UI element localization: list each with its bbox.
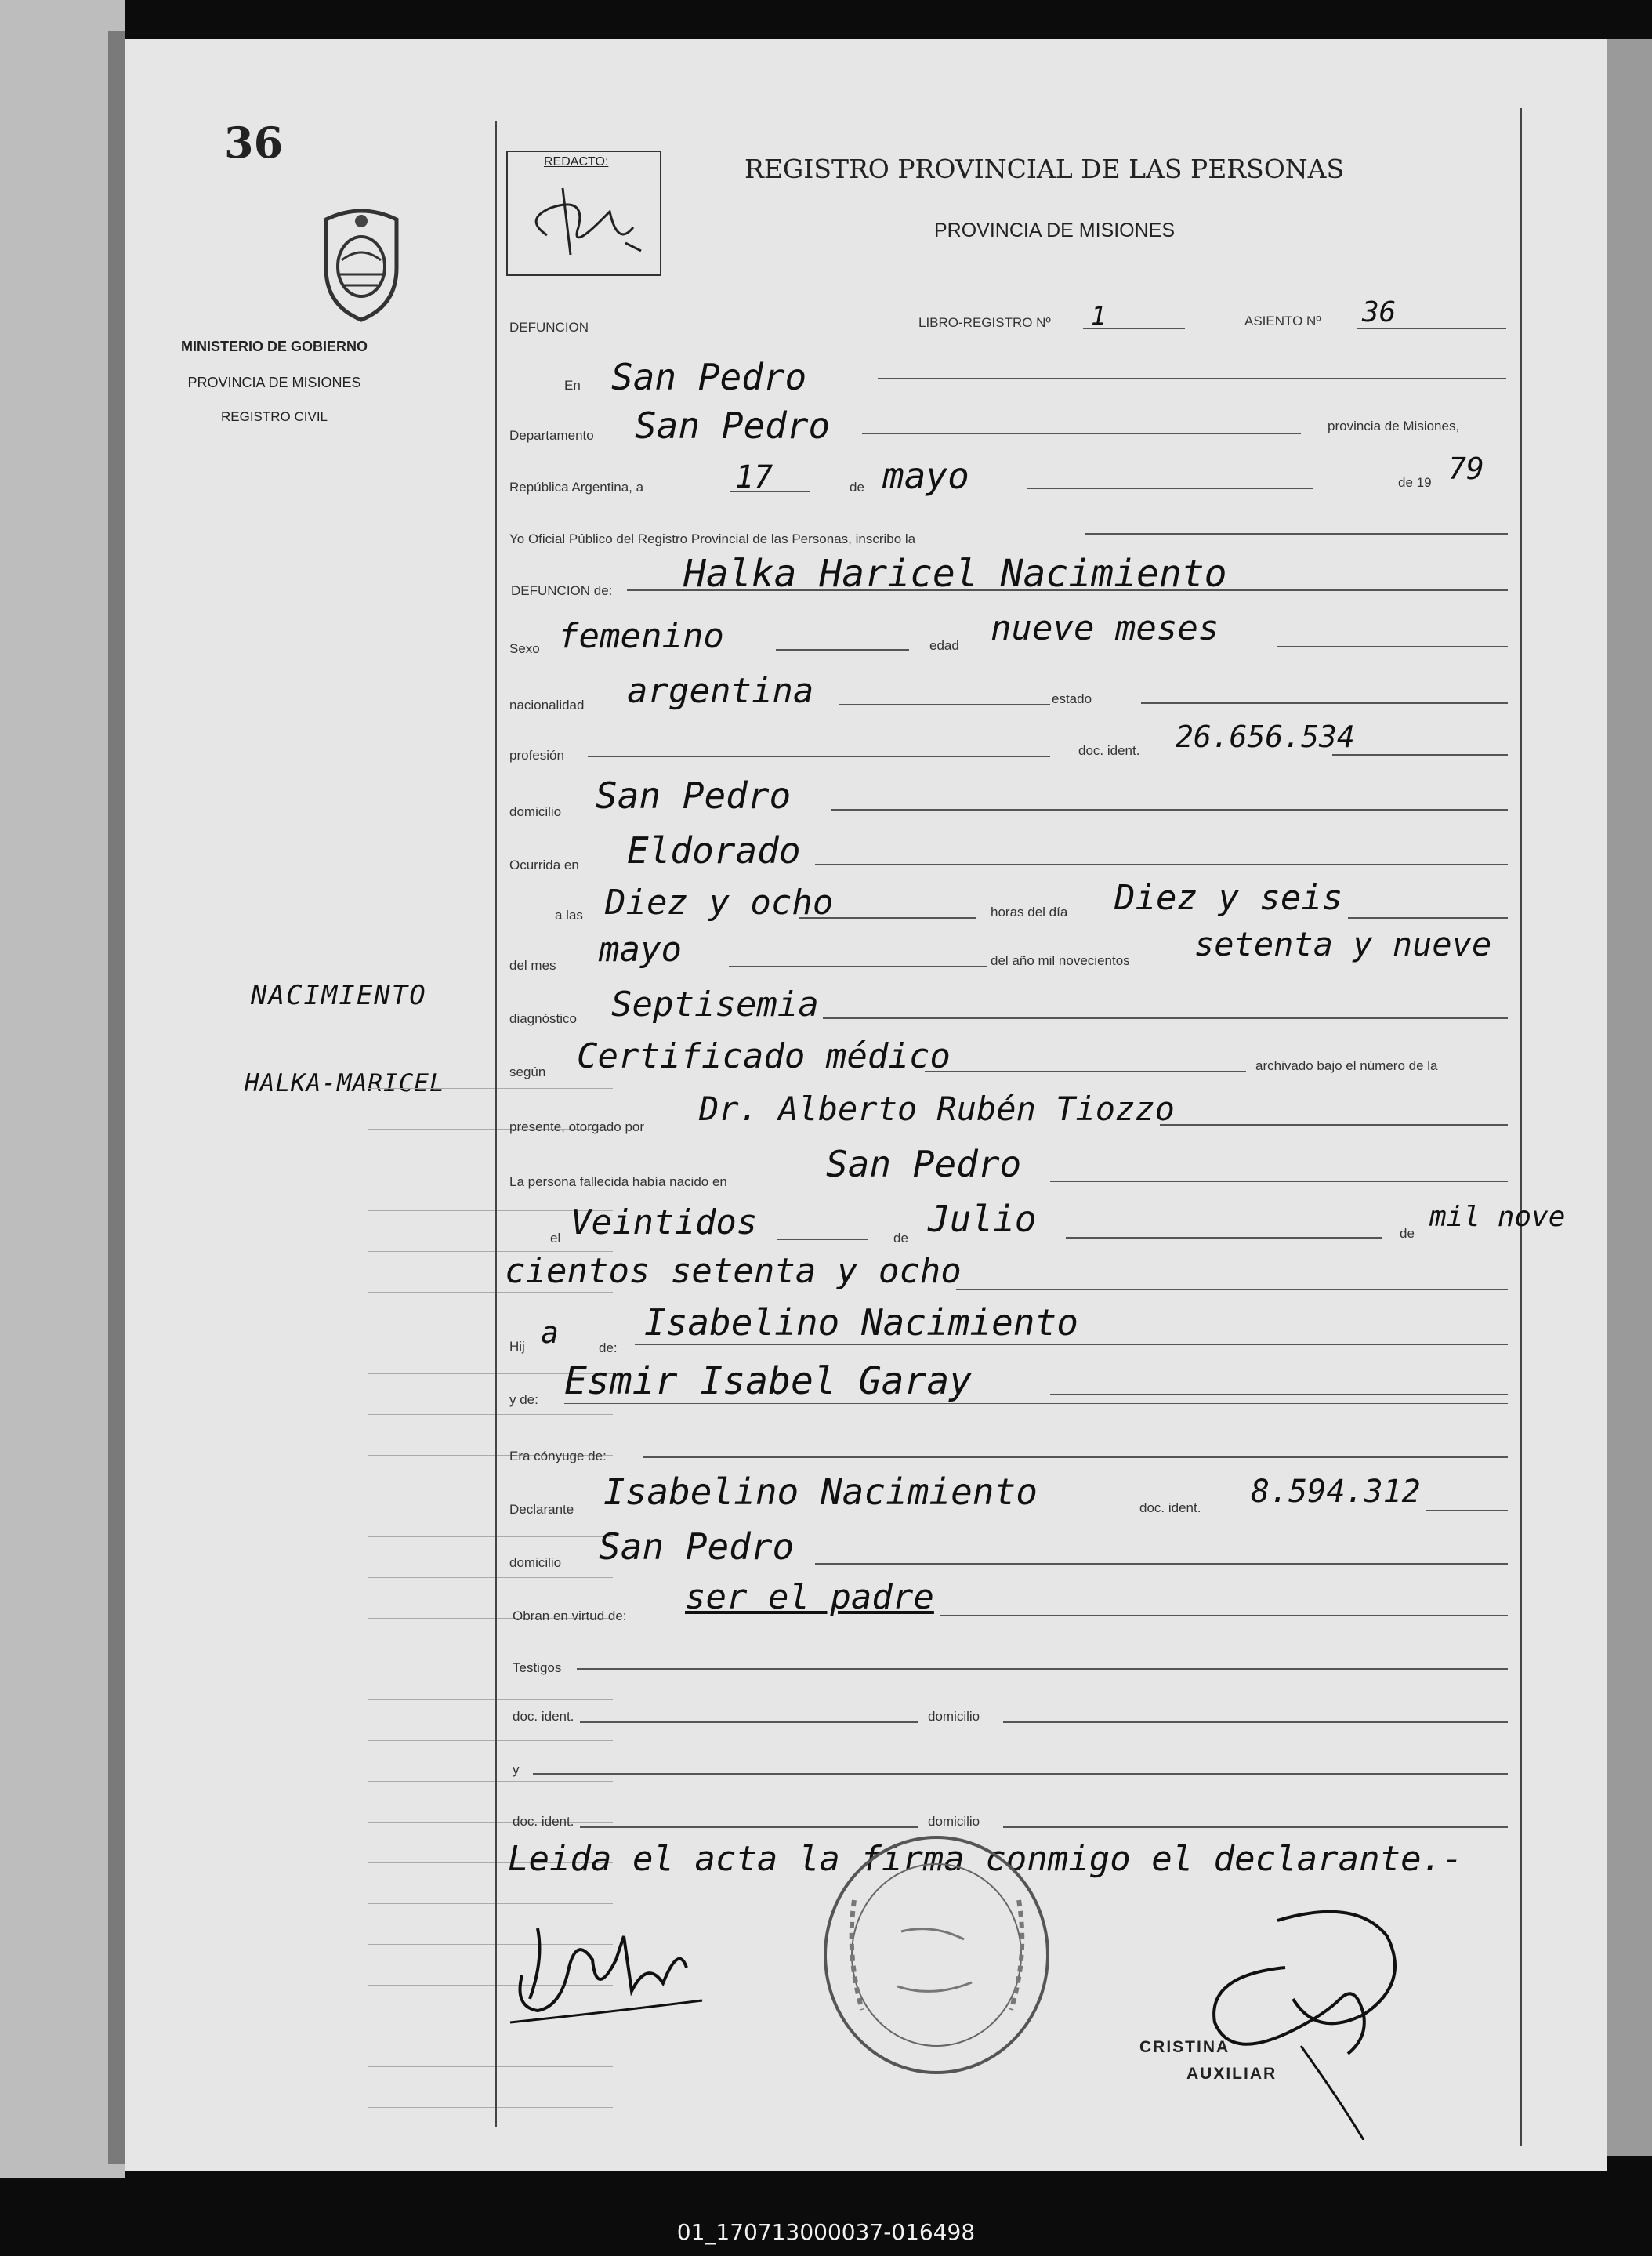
day-value: 17 [735, 459, 773, 495]
declarante-domicilio-label: domicilio [509, 1555, 562, 1570]
registry-title: REGISTRO PROVINCIAL DE LAS PERSONAS [744, 154, 1345, 184]
official-stamp-line2: AUXILIAR [1186, 2065, 1277, 2083]
ministry-label: MINISTERIO DE GOBIERNO [180, 339, 368, 354]
redacto-box [506, 151, 661, 276]
edad-label: edad [929, 638, 959, 653]
domicilio-value: San Pedro [596, 774, 792, 817]
testigos-label: Testigos [513, 1660, 562, 1675]
republica-label: República Argentina, a [509, 480, 644, 495]
madre-value: Esmir Isabel Garay [564, 1359, 973, 1403]
mes-value: mayo [599, 930, 682, 970]
del-anio-label: del año mil novecientos [991, 953, 1130, 968]
dia-value: Diez y seis [1114, 878, 1343, 918]
el-label: el [550, 1231, 561, 1246]
margin-note-nacimiento: NACIMIENTO [251, 980, 427, 1011]
ocurrida-label: Ocurrida en [509, 858, 579, 872]
segun-label: según [509, 1065, 546, 1079]
testigo-y-label: y [513, 1762, 520, 1777]
birth-day-value: Veintidos [571, 1202, 758, 1242]
profesion-label: profesión [509, 748, 564, 763]
redacto-label: REDACTO: [544, 155, 609, 169]
y-de-label: y de: [509, 1392, 538, 1407]
birth-year-part1: mil nove [1429, 1201, 1566, 1233]
testigo1-domicilio-label: domicilio [928, 1709, 980, 1724]
hij-de-label: de: [599, 1340, 618, 1355]
closing-statement: Leida el acta la firma conmigo el declarante.- [508, 1839, 1463, 1879]
declarante-label: Declarante [509, 1502, 574, 1517]
diagnostico-label: diagnóstico [509, 1011, 578, 1026]
nacionalidad-value: argentina [627, 671, 814, 711]
departamento-label: Departamento [509, 428, 594, 443]
nacido-value: San Pedro [826, 1143, 1022, 1185]
registro-civil-label: REGISTRO CIVIL [220, 409, 328, 424]
record-type-label: DEFUNCION [509, 320, 589, 335]
nacido-label: La persona fallecida había nacido en [509, 1174, 727, 1189]
official-round-seal [815, 1830, 1058, 2080]
declarant-signature [506, 1913, 710, 2030]
libro-registro-label: LIBRO-REGISTRO Nº [918, 315, 1051, 330]
sexo-value: femenino [558, 616, 724, 656]
hora-value: Diez y ocho [605, 883, 834, 923]
hij-suffix: a [541, 1315, 559, 1350]
en-value: San Pedro [611, 356, 807, 398]
segun-value: Certificado médico [577, 1036, 951, 1076]
deceased-name-value: Halka Haricel Nacimiento [683, 552, 1227, 596]
obran-label: Obran en virtud de: [513, 1609, 627, 1623]
official-signature [1183, 1905, 1418, 2140]
declarante-value: Isabelino Nacimiento [603, 1471, 1038, 1513]
birth-month-value: Julio [928, 1198, 1037, 1240]
defuncion-de-label: DEFUNCION de: [511, 583, 613, 598]
provincia-suffix-label: provincia de Misiones, [1328, 419, 1460, 433]
right-page-edge [1607, 39, 1652, 2156]
redacto-initials-signature [516, 172, 649, 267]
testigo1-doc-label: doc. ident. [513, 1709, 574, 1724]
conyuge-label: Era cónyuge de: [509, 1449, 607, 1463]
padre-value: Isabelino Nacimiento [644, 1301, 1078, 1344]
libro-registro-value: 1 [1091, 301, 1107, 331]
a-las-label: a las [555, 908, 583, 923]
obran-value: ser el padre [685, 1577, 934, 1617]
edad-value: nueve meses [991, 608, 1219, 648]
image-caption: 01_170713000037-016498 [0, 2209, 1652, 2256]
archivado-label: archivado bajo el número de la [1255, 1058, 1438, 1073]
right-margin-rule [1520, 108, 1522, 2146]
declarante-doc-value: 8.594.312 [1251, 1474, 1421, 1510]
register-page [125, 39, 1607, 2171]
oficial-statement: Yo Oficial Público del Registro Provincial de las Personas, inscribo la [509, 531, 916, 546]
departamento-value: San Pedro [635, 404, 831, 447]
official-stamp-line1: CRISTINA [1139, 2038, 1230, 2056]
asiento-label: ASIENTO Nº [1244, 314, 1321, 328]
nacionalidad-label: nacionalidad [509, 698, 585, 713]
left-margin-rule [495, 121, 497, 2127]
doc-ident-value: 26.656.534 [1176, 720, 1355, 754]
month-value: mayo [882, 455, 969, 497]
birth-year-de-label: de [1400, 1226, 1415, 1241]
testigo2-doc-label: doc. ident. [513, 1814, 574, 1829]
margin-note-name: HALKA-MARICEL [245, 1069, 445, 1097]
presente-value: Dr. Alberto Rubén Tiozzo [699, 1090, 1175, 1128]
declarante-domicilio-value: San Pedro [599, 1525, 795, 1568]
estado-label: estado [1052, 691, 1092, 706]
asiento-value: 36 [1362, 296, 1397, 328]
horas-del-dia-label: horas del día [991, 905, 1068, 919]
del-mes-label: del mes [509, 958, 556, 973]
year-value: 79 [1448, 452, 1484, 486]
month-de-label: de [850, 480, 864, 495]
registry-subtitle: PROVINCIA DE MISIONES [934, 219, 1176, 241]
sexo-label: Sexo [509, 641, 540, 656]
birth-de-label: de [893, 1231, 908, 1246]
year-prefix-label: de 19 [1398, 475, 1432, 490]
left-page-edge [0, 0, 125, 2178]
presente-label: presente, otorgado por [509, 1119, 645, 1134]
page-number: 36 [224, 118, 284, 168]
doc-ident-label: doc. ident. [1078, 743, 1140, 758]
ocurrida-value: Eldorado [627, 829, 801, 872]
coat-of-arms-emblem [310, 205, 412, 326]
declarante-doc-label: doc. ident. [1139, 1500, 1201, 1515]
anio-value: setenta y nueve [1194, 925, 1492, 963]
testigo2-domicilio-label: domicilio [928, 1814, 980, 1829]
en-label: En [564, 378, 581, 393]
domicilio-label: domicilio [509, 804, 562, 819]
diagnostico-value: Septisemia [611, 985, 819, 1025]
hij-label: Hij [509, 1339, 525, 1354]
birth-year-part2: cientos setenta y ocho [505, 1251, 962, 1291]
left-province-label: PROVINCIA DE MISIONES [187, 375, 361, 390]
